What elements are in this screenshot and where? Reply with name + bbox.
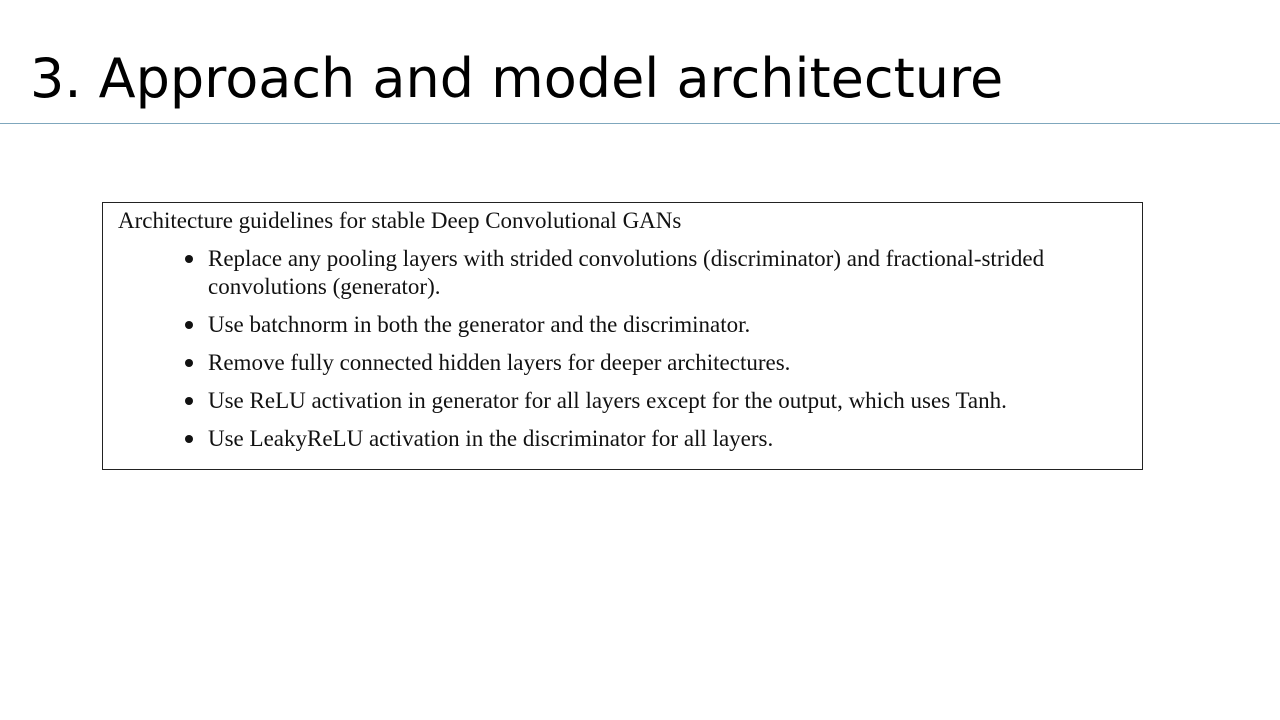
guideline-item-batchnorm (103, 311, 1142, 339)
bullet-icon (185, 321, 193, 329)
bullet-icon (185, 255, 193, 263)
guideline-item-leakyrelu (103, 425, 1142, 453)
guideline-item-pooling (103, 245, 1142, 301)
title-divider (0, 123, 1280, 124)
guideline-text: Remove fully connected hidden layers for deeper architectures. (208, 350, 791, 375)
guideline-text: Use LeakyReLU activation in the discriminator for all layers. (208, 426, 774, 451)
guideline-item-fully-connected (103, 349, 1142, 377)
guideline-text: Replace any pooling layers with strided convolutions (discriminator) and fractional-strided convolutions (generator). (208, 246, 1045, 299)
guideline-list (103, 245, 1142, 463)
guidelines-box (102, 202, 1143, 470)
guideline-item-relu (103, 387, 1142, 415)
guideline-text: Use batchnorm in both the generator and the discriminator. (208, 312, 751, 337)
bullet-icon (185, 397, 193, 405)
slide-title: 3. Approach and model architecture (30, 47, 1004, 110)
bullet-icon (185, 359, 193, 367)
guideline-text: Use ReLU activation in generator for all layers except for the output, which uses Tanh. (208, 388, 1007, 413)
guidelines-heading: Architecture guidelines for stable Deep Convolutional GANs (118, 208, 682, 233)
bullet-icon (185, 435, 193, 443)
